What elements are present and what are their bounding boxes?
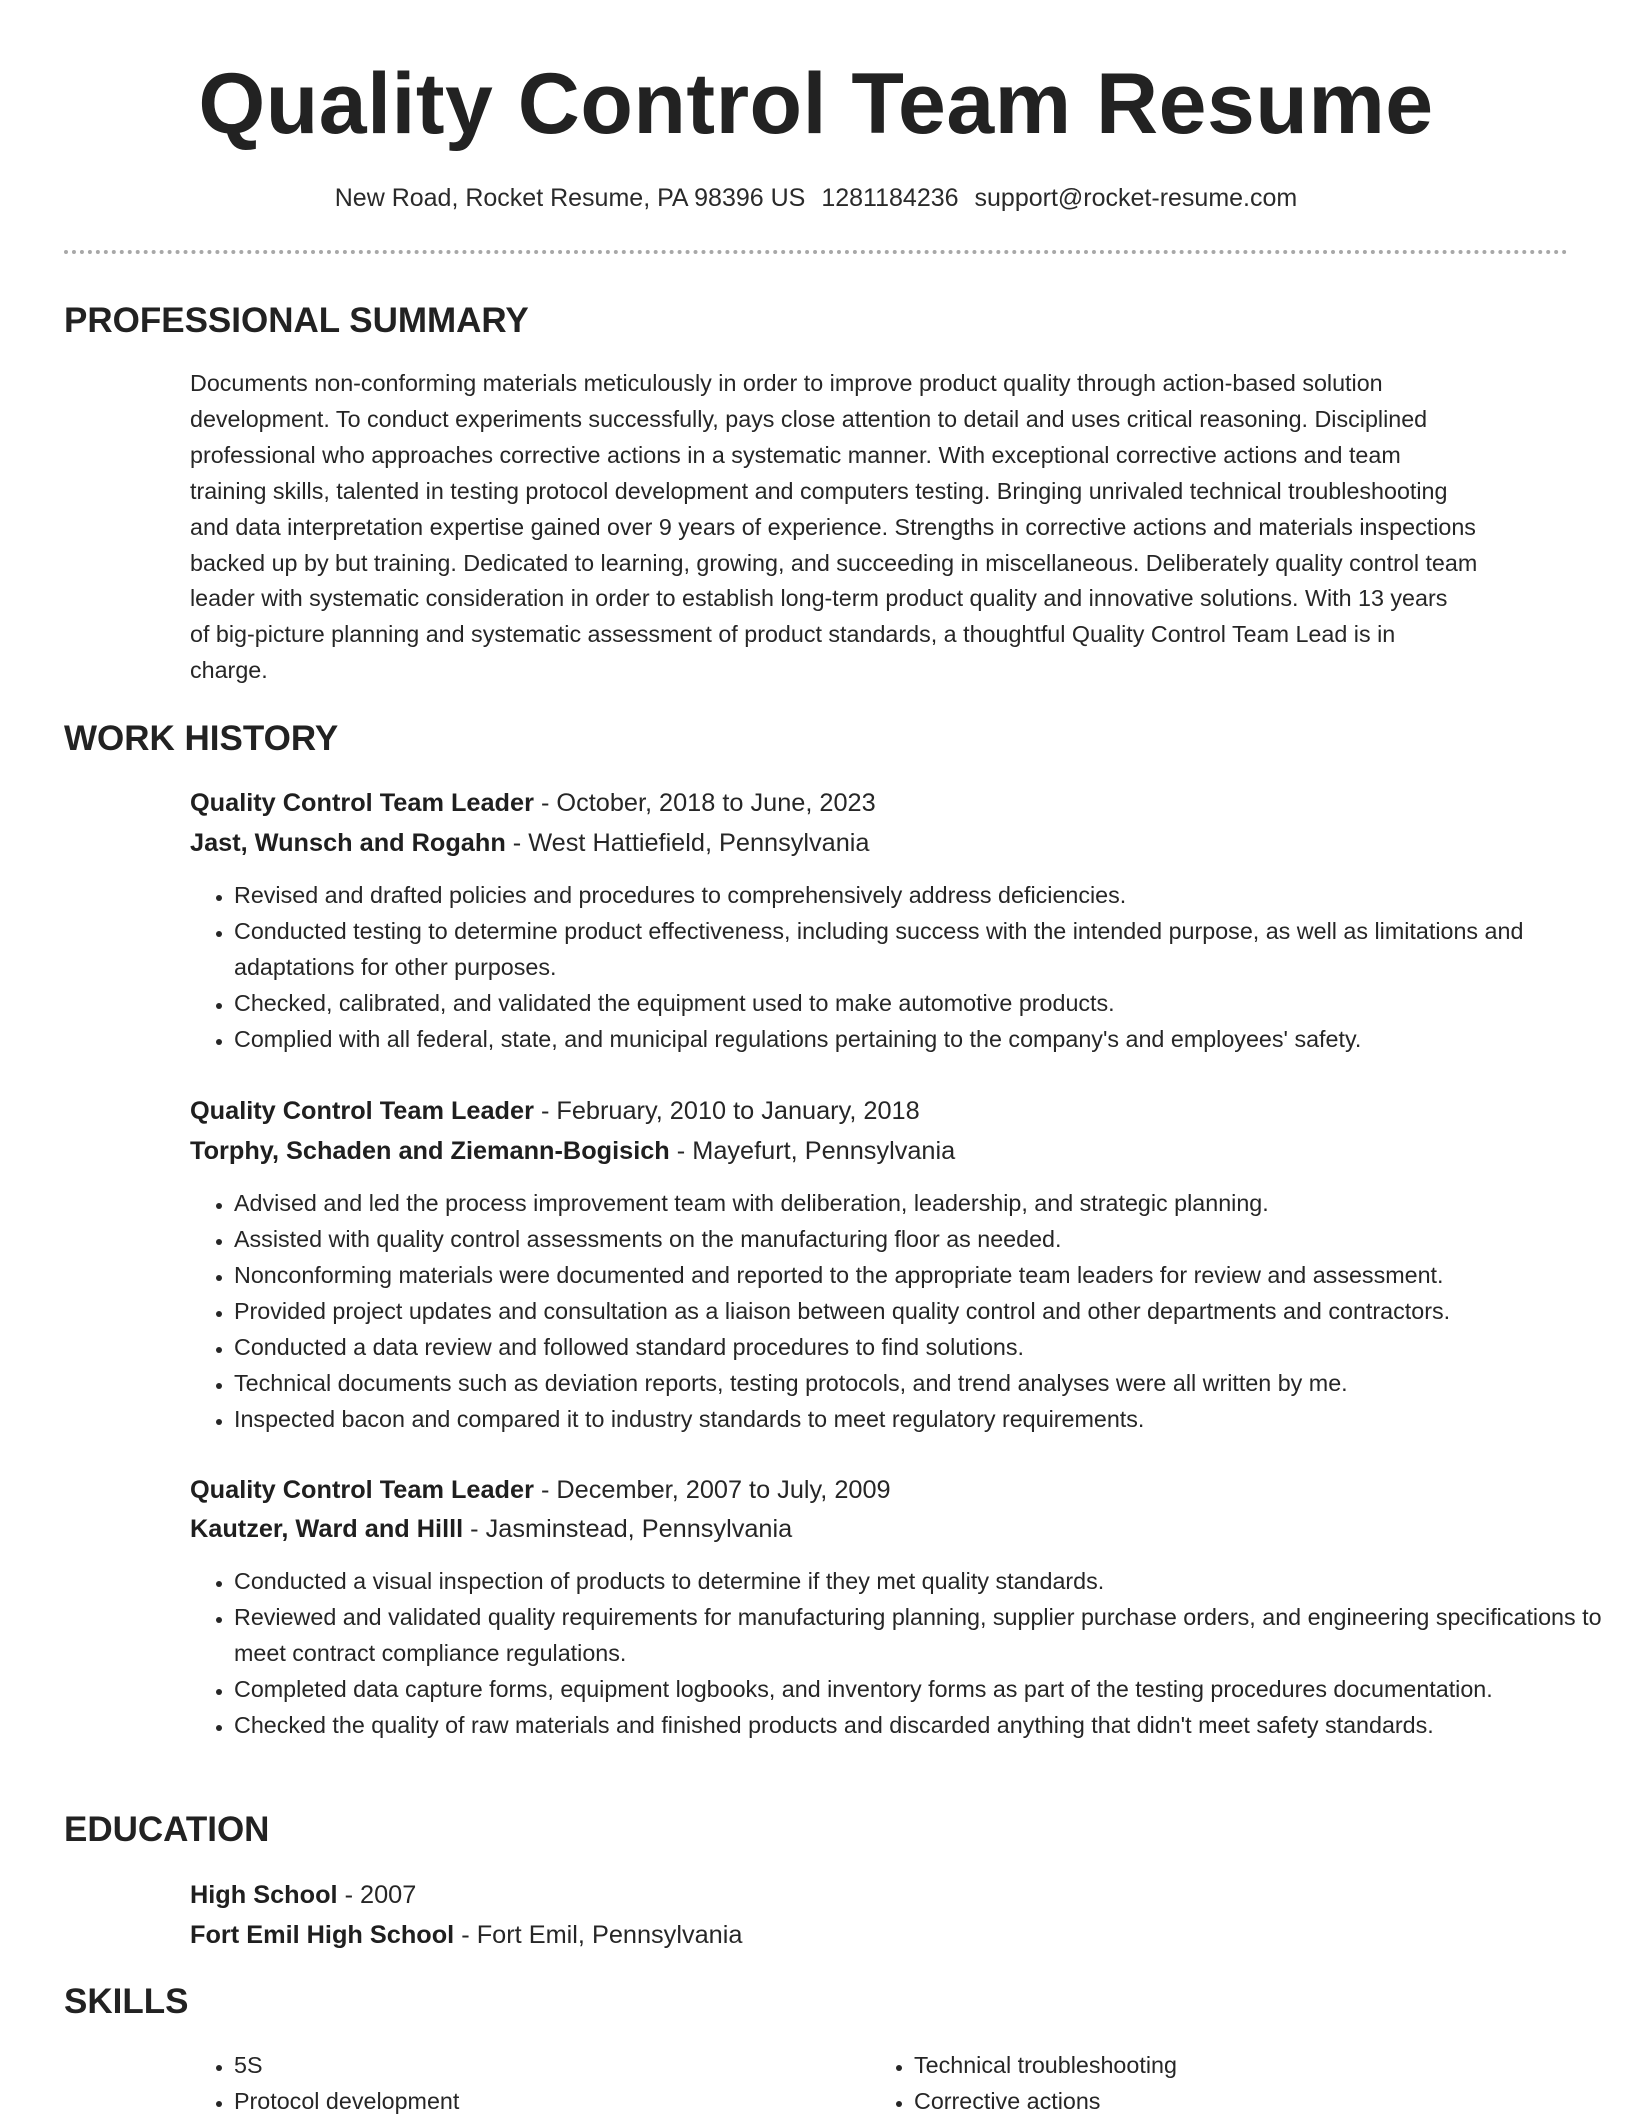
contact-address: New Road, Rocket Resume, PA 98396 US <box>334 184 806 212</box>
education-degree-line <box>190 1877 1570 1913</box>
header-divider <box>64 250 1568 254</box>
job-title-line <box>190 1472 1570 1508</box>
job-dates: - February, 2010 to January, 2018 <box>533 1097 920 1125</box>
summary-line: development. To conduct experiments successfully, pays close attention to detail and uses critical reasoning. Disciplined <box>190 405 1428 432</box>
job-company: Kautzer, Ward and Hilll <box>190 1515 464 1543</box>
list-item: • Revised and drafted policies and procedures to comprehensively address deficiencies. <box>234 877 1614 913</box>
summary-line: training skills, talented in testing protocol development and computers testing. Bringing unrivaled technical troubleshooting <box>190 477 1448 504</box>
summary-line: professional who approaches corrective actions in a systematic manner. With exceptional corrective actions and team <box>190 441 1401 468</box>
education-school-line <box>190 1917 1570 1953</box>
list-item: • Conducted a data review and followed standard procedures to find solutions. <box>234 1329 1614 1365</box>
job-bullets <box>190 877 1614 1057</box>
list-item: • Checked, calibrated, and validated the equipment used to make automotive products. <box>234 985 1614 1021</box>
list-item: • Provided project updates and consultation as a liaison between quality control and other departments and contractors. <box>234 1293 1614 1329</box>
education-year: - 2007 <box>337 1881 417 1909</box>
skill-item: • Technical troubleshooting <box>914 2047 1514 2083</box>
job-bullets <box>190 1185 1614 1437</box>
summary-line: leader with systematic consideration in order to establish long-term product quality and innovative solutions. With 13 years <box>190 585 1448 612</box>
job-location: - West Hattiefield, Pennsylvania <box>505 829 870 857</box>
section-title-skills: SKILLS <box>64 1982 189 2021</box>
contact-phone: 1281184236 <box>821 184 959 212</box>
summary-line: Documents non-conforming materials meticulously in order to improve product quality through action-based solution <box>190 370 1383 396</box>
skills-list-right <box>870 2047 1514 2119</box>
job-location: - Mayefurt, Pennsylvania <box>669 1137 956 1165</box>
resume-title: Quality Control Team Resume <box>198 56 1434 152</box>
job-dates: - October, 2018 to June, 2023 <box>533 789 876 817</box>
section-title-summary: PROFESSIONAL SUMMARY <box>64 301 529 340</box>
skill-item: • Corrective actions <box>914 2083 1514 2119</box>
education-degree: High School <box>190 1881 338 1909</box>
list-item: • Advised and led the process improvement team with deliberation, leadership, and strategic planning. <box>234 1185 1614 1221</box>
summary-line: charge. <box>190 657 268 684</box>
education-location: - Fort Emil, Pennsylvania <box>454 1921 743 1949</box>
contact-line <box>0 180 1632 216</box>
summary-line: of big-picture planning and systematic assessment of product standards, a thoughtful Quality Control Team Lead is in <box>190 621 1396 648</box>
job-title: Quality Control Team Leader <box>190 1097 534 1125</box>
list-item: • Conducted testing to determine product effectiveness, including success with the intended purpose, as well as limitations and adaptations for other purposes. <box>234 913 1614 985</box>
list-item: • Nonconforming materials were documented and reported to the appropriate team leaders for review and assessment. <box>234 1257 1614 1293</box>
job-company: Torphy, Schaden and Ziemann-Bogisich <box>190 1137 670 1165</box>
summary-line: and data interpretation expertise gained over 9 years of experience. Strengths in corrective actions and materials inspections <box>190 513 1476 540</box>
summary-text <box>190 366 1570 689</box>
job-title: Quality Control Team Leader <box>190 789 534 817</box>
list-item: • Inspected bacon and compared it to industry standards to meet regulatory requirements. <box>234 1401 1614 1437</box>
section-title-education: EDUCATION <box>64 1810 270 1849</box>
job-company-line <box>190 1133 1570 1169</box>
job-company-line <box>190 1511 1570 1547</box>
job-location: - Jasminstead, Pennsylvania <box>463 1515 793 1543</box>
skill-item: • 5S <box>234 2047 834 2083</box>
list-item: • Checked the quality of raw materials and finished products and discarded anything that didn't meet safety standards. <box>234 1707 1614 1743</box>
list-item: • Conducted a visual inspection of products to determine if they met quality standards. <box>234 1563 1614 1599</box>
list-item: • Complied with all federal, state, and municipal regulations pertaining to the company's and employees' safety. <box>234 1021 1614 1057</box>
job-title-line <box>190 785 1570 821</box>
list-item: • Technical documents such as deviation reports, testing protocols, and trend analyses were all written by me. <box>234 1365 1614 1401</box>
job-bullets <box>190 1563 1614 1743</box>
list-item: • Assisted with quality control assessments on the manufacturing floor as needed. <box>234 1221 1614 1257</box>
list-item: • Completed data capture forms, equipment logbooks, and inventory forms as part of the testing procedures documentation. <box>234 1671 1614 1707</box>
education-school: Fort Emil High School <box>190 1921 455 1949</box>
contact-email: support@rocket-resume.com <box>974 184 1298 212</box>
job-dates: - December, 2007 to July, 2009 <box>533 1476 891 1504</box>
list-item: • Reviewed and validated quality requirements for manufacturing planning, supplier purchase orders, and engineering specifications to meet contract compliance regulations. <box>234 1599 1614 1671</box>
job-company: Jast, Wunsch and Rogahn <box>190 829 506 857</box>
section-title-work: WORK HISTORY <box>64 719 339 758</box>
skill-item: • Protocol development <box>234 2083 834 2119</box>
job-title: Quality Control Team Leader <box>190 1476 534 1504</box>
skills-list-left <box>190 2047 834 2119</box>
job-company-line <box>190 825 1570 861</box>
summary-line: backed up by but training. Dedicated to learning, growing, and succeeding in miscellaneous. Deliberately quality control team <box>190 549 1478 576</box>
job-title-line <box>190 1093 1570 1129</box>
